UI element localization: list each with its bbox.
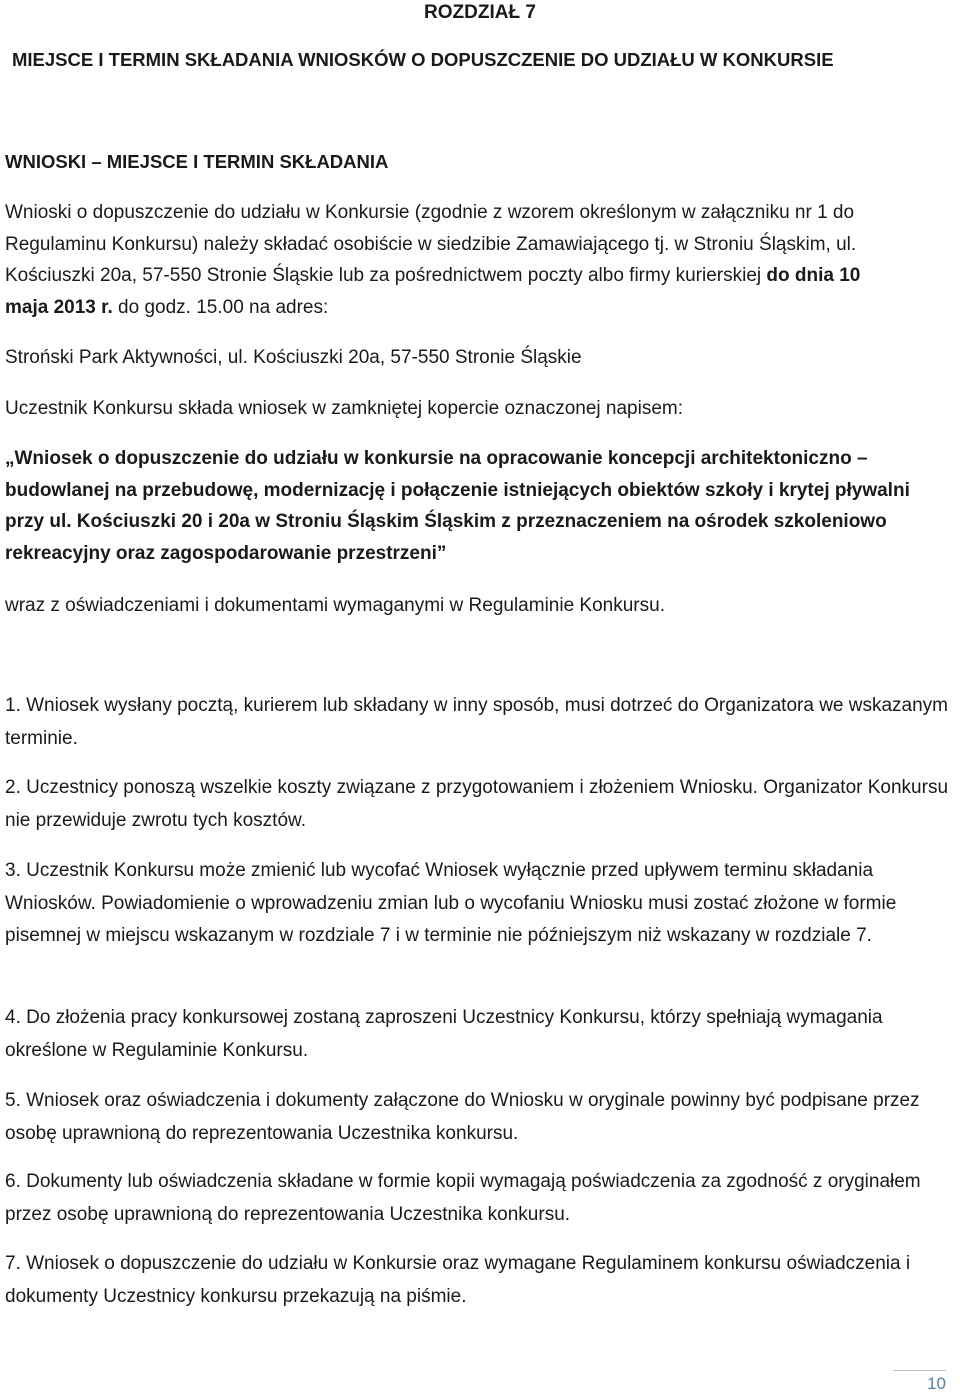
address-line: Stroński Park Aktywności, ul. Kościuszki 20a, 57-550 Stronie Śląskie <box>5 347 582 368</box>
list-item: 3. Uczestnik Konkursu może zmienić lub wycofać Wniosek wyłącznie przed upływem terminu składania Wniosków. Powiadomienie o wprowadzeniu zmian lub o wycofaniu Wniosku musi zostać złożone w formie pisemnej w miejscu wskazanym w rozdziale 7 i w terminie nie późniejszym niż wskazany w rozdziale 7. <box>5 860 897 946</box>
list-item: 6. Dokumenty lub oświadczenia składane w formie kopii wymagają poświadczenia za zgodność z oryginałem przez osobę uprawnioną do reprezentowania Uczestnika konkursu. <box>5 1171 921 1225</box>
intro-paragraph <box>5 197 905 323</box>
list-item: 7. Wniosek o dopuszczenie do udziału w Konkursie oraz wymagane Regulaminem konkursu oświadczenia i dokumenty Uczestnicy konkursu przekazują na piśmie. <box>5 1253 911 1307</box>
list-item: 2. Uczestnicy ponoszą wszelkie koszty związane z przygotowaniem i złożeniem Wniosku. Organizator Konkursu nie przewiduje zwrotu tych kosztów. <box>5 777 949 831</box>
intro-text-a: Wnioski o dopuszczenie do udziału w Konkursie (zgodnie z wzorem określonym w załączniku nr 1 do Regulaminu Konkursu) należy składać osobiście w siedzibie Zamawiającego tj. w Stroniu Śląskim, ul. Kościuszki 20a, 57-550 Stronie Śląskie lub za pośrednictwem poczty albo firmy kurierskiej <box>5 202 857 286</box>
list-item: 1. Wniosek wysłany pocztą, kurierem lub składany w inny sposób, musi dotrzeć do Organizatora we wskazanym terminie. <box>5 695 949 749</box>
section-heading: WNIOSKI – MIEJSCE I TERMIN SKŁADANIA <box>5 151 389 172</box>
attachments-note: wraz z oświadczeniami i dokumentami wymaganymi w Regulaminie Konkursu. <box>5 595 665 616</box>
page-number-divider <box>893 1370 946 1371</box>
list-item: 5. Wniosek oraz oświadczenia i dokumenty załączone do Wniosku w oryginale powinny być podpisane przez osobę uprawnioną do reprezentowania Uczestnika konkursu. <box>5 1090 920 1144</box>
envelope-label-text: „Wniosek o dopuszczenie do udziału w konkursie na opracowanie koncepcji architektoniczno – budowlanej na przebudowę, modernizację i połączenie istniejących obiektów szkoły i krytej pływalni przy ul. Kościuszki 20 i 20a w Stroniu Śląskim Śląskim z przeznaczeniem na ośrodek szkoleniowo rekreacyjny oraz zagospodarowanie przestrzeni” <box>5 448 910 564</box>
list-item: 4. Do złożenia pracy konkursowej zostaną zaproszeni Uczestnicy Konkursu, którzy spełniają wymagania określone w Regulaminie Konkursu. <box>5 1007 883 1061</box>
deadline-date: do dnia 10 maja 2013 r. <box>5 265 861 318</box>
page-number: 10 <box>927 1374 946 1393</box>
envelope-instruction: Uczestnik Konkursu składa wniosek w zamkniętej kopercie oznaczonej napisem: <box>5 398 683 419</box>
page-title: MIEJSCE I TERMIN SKŁADANIA WNIOSKÓW O DOPUSZCZENIE DO UDZIAŁU W KONKURSIE <box>12 49 834 70</box>
chapter-heading: ROZDZIAŁ 7 <box>424 2 536 23</box>
intro-text-b: do godz. 15.00 na adres: <box>112 296 329 318</box>
